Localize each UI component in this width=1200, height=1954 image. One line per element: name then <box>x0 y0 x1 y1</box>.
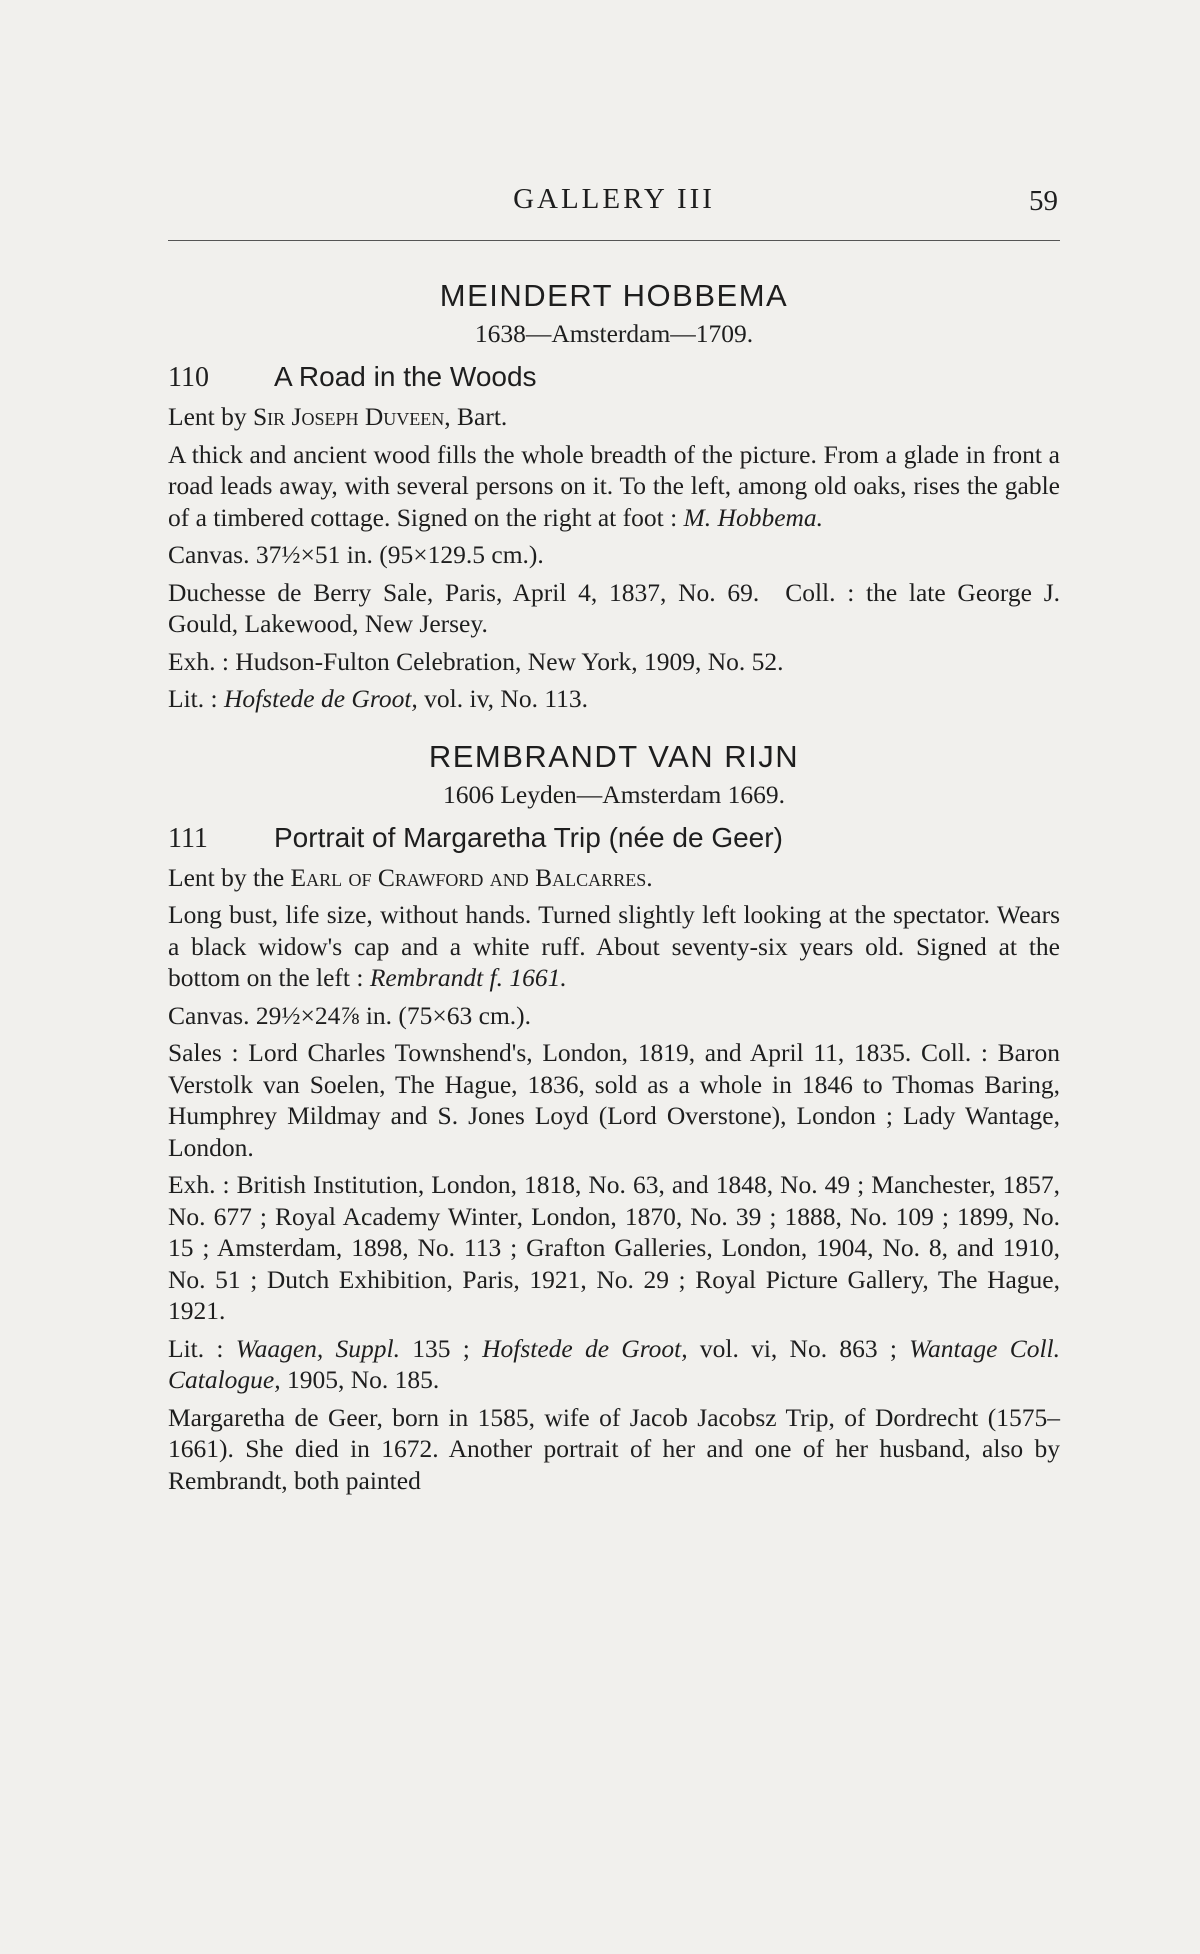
canvas-dimensions: Canvas. 37½×51 in. (95×129.5 cm.). <box>168 540 544 569</box>
lit-hofstede: Hofstede de Groot, <box>482 1333 688 1363</box>
running-header <box>168 183 1060 223</box>
artist-dates-hobbema: 1638—Amsterdam—1709. <box>474 319 754 348</box>
lit-waagen: Waagen, Suppl. <box>235 1333 400 1363</box>
provenance-collection: Coll. : the late George J. Gould, Lakewood, New Jersey. <box>168 577 1060 638</box>
lit-prefix: Lit. : <box>168 1333 236 1363</box>
entry-number: 111 <box>168 822 208 854</box>
lent-suffix: . <box>646 862 653 892</box>
lent-suffix: , Bart. <box>444 402 508 431</box>
description-text: A thick and ancient wood fills the whole breadth of the picture. From a glade in front a road leads away, with several persons on it. To the left, among old oaks, rises the gable of a timbered cottage. Signed on the right at foot : <box>168 439 1060 532</box>
lent-prefix: Lent by <box>168 402 253 431</box>
lit-sep-1: 135 ; <box>400 1333 483 1363</box>
lent-by-line <box>168 401 1060 433</box>
lit-sep-3: 1905, No. 185. <box>280 1365 440 1394</box>
biographical-note: Margaretha de Geer, born in 1585, wife of Jacob Jacobsz Trip, of Dordrecht (1575–1661). She died in 1672. Another portrait of her and one of her husband, also by Rembrandt, both painted <box>168 1402 1060 1495</box>
lit-wantage: Wantage Coll. Catalogue, <box>168 1333 1061 1394</box>
entry-number: 110 <box>168 362 209 393</box>
header-rule <box>168 240 1060 241</box>
exhibitions: Exh. : British Institution, London, 1818, No. 63, and 1848, No. 49 ; Manchester, 1857, No. 677 ; Royal Academy Winter, London, 1870, No. 39 ; 1888, No. 109 ; 1899, No. 15 ; Amsterdam, 1898, No. 113 ; Grafton Galleries, London, 1904, No. 8, and 1910, No. 51 ; Dutch Exhibition, Paris, 1921, No. 29 ; Royal Picture Gallery, The Hague, 1921. <box>168 1170 1060 1325</box>
lent-by-line <box>168 862 1060 894</box>
signature: Rembrandt f. 1661. <box>369 963 567 992</box>
description <box>168 899 1060 994</box>
page-number: 59 <box>1029 185 1058 217</box>
lit-rest: vol. iv, No. 113. <box>417 684 589 713</box>
sales-provenance: Sales : Lord Charles Townshend's, London, 1819, and April 11, 1835. Coll. : Baron Verstolk van Soelen, The Hague, 1836, sold as a whole in 1846 to Thomas Baring, Humphrey Mildmay and S. Jones Loyd (Lord Overstone), London ; Lady Wantage, London. <box>168 1038 1060 1162</box>
lit-author: Hofstede de Groot, <box>223 684 418 713</box>
artist-heading-rembrandt: REMBRANDT VAN RIJN <box>428 738 800 774</box>
entry-title: Portrait of Margaretha Trip (née de Geer) <box>274 821 783 853</box>
lent-prefix: Lent by the <box>168 862 291 892</box>
literature <box>168 683 1060 715</box>
entry-title: A Road in the Woods <box>274 361 537 392</box>
provenance-sale: Duchesse de Berry Sale, Paris, April 4, 1837, No. 69. <box>168 577 760 607</box>
lender-name: Earl of Crawford and Balcarres <box>290 862 647 892</box>
lit-prefix: Lit. : <box>168 684 224 713</box>
provenance <box>168 577 1060 640</box>
literature <box>168 1333 1060 1396</box>
description-text: Long bust, life size, without hands. Turned slightly left looking at the spectator. Wears a black widow's cap and a white ruff. About seventy-six years old. Signed at the bottom on the left : <box>168 900 1060 992</box>
artist-heading-hobbema: MEINDERT HOBBEMA <box>439 278 789 313</box>
description <box>168 439 1060 534</box>
entry-heading-111 <box>168 819 1060 858</box>
canvas-dimensions: Canvas. 29½×24⅞ in. (75×63 cm.). <box>168 1000 532 1030</box>
gallery-title: GALLERY III <box>513 183 715 215</box>
artist-dates-rembrandt: 1606 Leyden—Amsterdam 1669. <box>442 779 786 809</box>
signature: M. Hobbema. <box>683 502 824 532</box>
lit-sep-2: vol. vi, No. 863 ; <box>687 1333 910 1363</box>
entry-heading-110 <box>168 358 1060 397</box>
page-body <box>168 276 1060 1496</box>
lender-name: Sir Joseph Duveen <box>252 402 445 431</box>
exhibitions: Exh. : Hudson-Fulton Celebration, New York, 1909, No. 52. <box>168 646 784 676</box>
